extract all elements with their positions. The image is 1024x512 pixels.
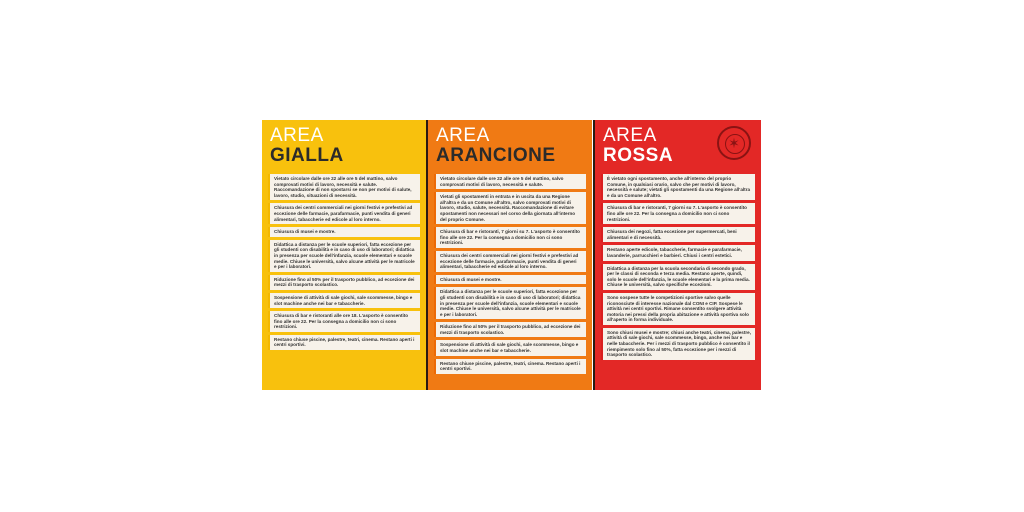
area-gialla-heading [270, 126, 344, 165]
rule-item: Chiusura dei centri commerciali nei giorni festivi e prefestivi ad eccezione delle farmacie, parafarmacie, punti vendita di generi alimentari, tabaccherie ed edicole al loro interno. [268, 203, 420, 224]
rule-item: Vietati gli spostamenti in entrata e in uscita da una Regione all'altra e da un Comune all'altro, salvo comprovati motivi di lavoro, studio, salute, necessità. Raccomandazione di evitare spostamenti non necessari nel corso della giornata all'interno del proprio Comune. [434, 192, 586, 224]
zone-name: GIALLA [270, 145, 344, 166]
rule-item: Didattica a distanza per le scuole superiori, fatta eccezione per gli studenti con disabilità e in caso di uso di laboratori; didattica in presenza per scuole dell'infanzia, scuole elementari e scuole medie. Chiuse le università, salvo alcune attività per le matricole e per i laboratori. [434, 287, 586, 319]
area-label: AREA [603, 125, 657, 146]
rule-item: Restano aperte edicole, tabaccherie, farmacie e parafarmacie, lavanderie, parrucchieri e barbieri. Chiusi i centri estetici. [601, 245, 755, 260]
area-label: AREA [436, 125, 490, 146]
rule-item: Restano chiuse piscine, palestre, teatri, cinema. Restano aperti i centri sportivi. [268, 335, 420, 350]
rules-list [601, 174, 755, 390]
rule-item: Chiusura di bar e ristoranti, 7 giorni su 7. L'asporto è consentito fino alle ore 22. Per la consegna a domicilio non ci sono restrizioni. [601, 203, 755, 224]
rule-item: Restano chiuse piscine, palestre, teatri, cinema. Restano aperti i centri sportivi. [434, 359, 586, 374]
rule-item: Didattica a distanza per la scuola secondaria di secondo grado, per le classi di seconda e terza media. Restano aperte, quindi, solo le scuole dell'infanzia, le scuole elementari e la prima media. Chiuse le università, salvo specifiche eccezioni. [601, 264, 755, 290]
area-gialla-panel [262, 120, 426, 390]
rule-item: Riduzione fino al 50% per il trasporto pubblico, ad eccezione dei mezzi di trasporto scolastico. [434, 322, 586, 337]
italian-republic-emblem-icon [717, 126, 751, 160]
area-arancione-panel [428, 120, 592, 390]
rule-item: Sono sospese tutte le competizioni sportive salvo quelle riconosciute di interesse nazionale dal CONI e CIP. Sospese le attività nei centri sportivi. Rimane consentito svolgere attività motoria nei pressi della propria abitazione e attività sportiva solo all'aperto in forma individuale. [601, 293, 755, 325]
rule-item: Sono chiusi musei e mostre; chiusi anche teatri, cinema, palestre, attività di sale giochi, sale scommesse, bingo, anche nei bar e nelle tabaccherie. Per i mezzi di trasporto pubblico è consentito il riempimento solo fino al 50%, fatta eccezione per i mezzi di trasporto scolastico. [601, 328, 755, 360]
rule-item: Vietato circolare dalle ore 22 alle ore 5 del mattino, salvo comprovati motivi di lavoro, necessità e salute. Raccomandazione di non spostarsi se non per motivi di salute, lavoro, studio, situazioni di necessità. [268, 174, 420, 200]
rule-item: Chiusura di bar e ristoranti, 7 giorni su 7. L'asporto è consentito fino alle ore 22. Per la consegna a domicilio non ci sono restrizioni. [434, 227, 586, 248]
zone-name: ROSSA [603, 145, 674, 166]
area-arancione-heading [436, 126, 556, 165]
area-rossa-heading [603, 126, 673, 165]
rule-item: È vietato ogni spostamento, anche all'interno del proprio Comune, in qualsiasi orario, salvo che per motivi di lavoro, necessità e salute; vietati gli spostamenti da una Regione all'altra e da un Comune all'altro. [601, 174, 755, 200]
area-label: AREA [270, 125, 324, 146]
rules-list [268, 174, 420, 390]
rule-item: Chiusura dei negozi, fatta eccezione per supermercati, beni alimentari e di necessità. [601, 227, 755, 242]
rule-item: Riduzione fino al 50% per il trasporto pubblico, ad eccezione dei mezzi di trasporto scolastico. [268, 275, 420, 290]
rule-item: Chiusura dei centri commerciali nei giorni festivi e prefestivi ad eccezione delle farmacie, parafarmacie, punti vendita di generi alimentari, tabaccherie ed edicole al loro interno. [434, 251, 586, 272]
rule-item: Sospensione di attività di sale giochi, sale scommesse, bingo e slot machine anche nei bar e tabaccherie. [268, 293, 420, 308]
rule-item: Chiusura di bar e ristoranti alle ore 18. L'asporto è consentito fino alle ore 22. Per la consegna a domicilio non ci sono restrizioni. [268, 311, 420, 332]
zone-name: ARANCIONE [436, 145, 556, 166]
rule-item: Sospensione di attività di sale giochi, sale scommesse, bingo e slot machine anche nei bar e tabaccherie. [434, 340, 586, 355]
rule-item: Chiusura di musei e mostre. [434, 275, 586, 285]
rules-list [434, 174, 586, 390]
rule-item: Chiusura di musei e mostre. [268, 227, 420, 237]
area-rossa-panel [595, 120, 761, 390]
rule-item: Didattica a distanza per le scuole superiori, fatta eccezione per gli studenti con disabilità e in caso di uso di laboratori; didattica in presenza per scuole dell'infanzia, scuole elementari e scuole medie. Chiuse le università, salvo alcune attività per le matricole e per i laboratori. [268, 240, 420, 272]
rule-item: Vietato circolare dalle ore 22 alle ore 5 del mattino, salvo comprovati motivi di lavoro, necessità e salute. [434, 174, 586, 189]
